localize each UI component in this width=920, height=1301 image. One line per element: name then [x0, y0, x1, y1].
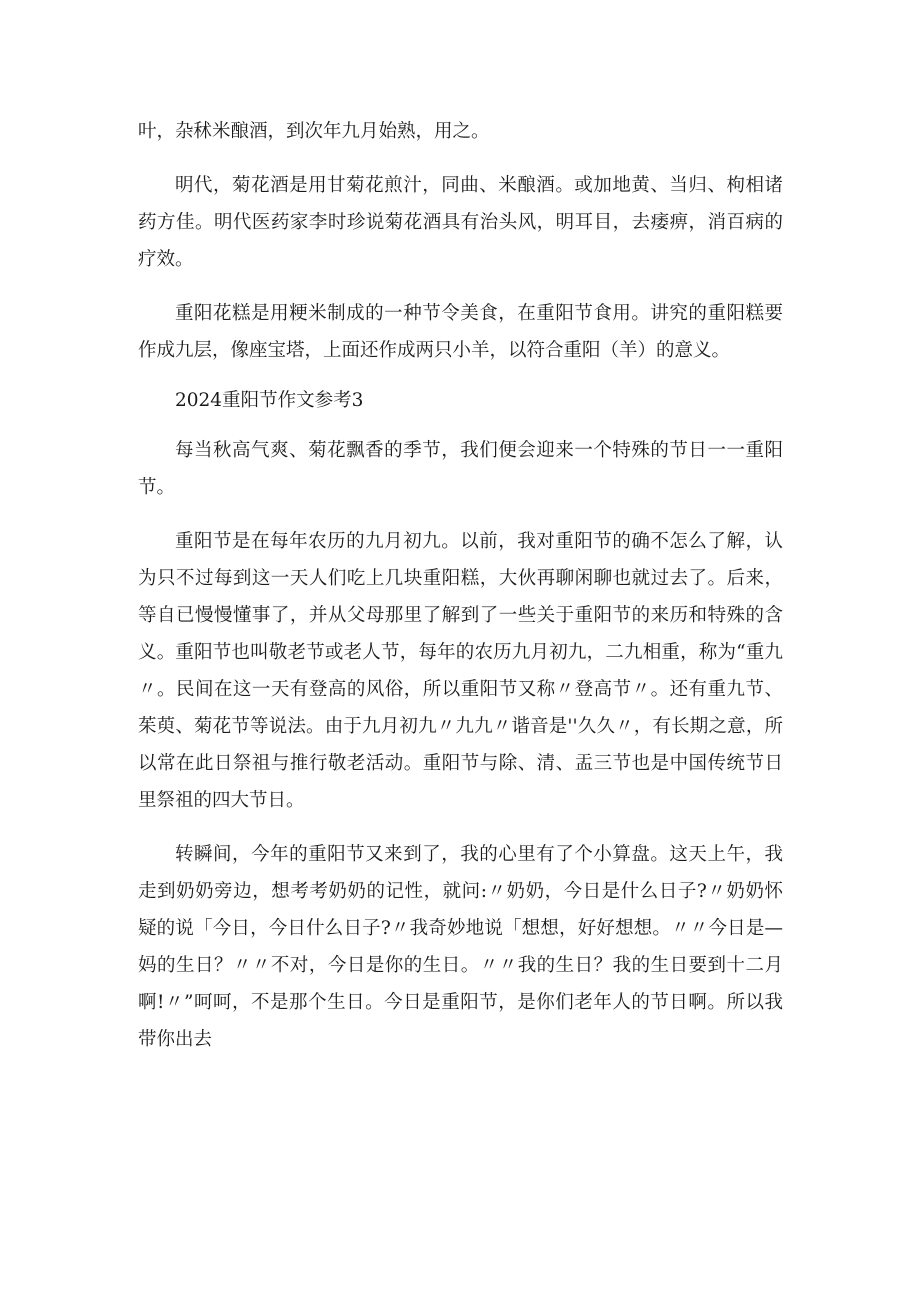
document-body [138, 113, 783, 1058]
paragraph-2: 明代，菊花酒是用甘菊花煎汁，同曲、米酿酒。或加地黄、当归、枸相诸药方佳。明代医药家李时珍说菊花酒具有治头风，明耳目，去痿痹，消百病的疗效。 [138, 175, 783, 270]
paragraph-6: 转瞬间，今年的重阳节又来到了，我的心里有了个小算盘。这天上午，我走到奶奶旁边，想考考奶奶的记性，就问:〃奶奶，今日是什么日子?〃奶奶怀疑的说「今日，今日什么日子?〃我奇妙地说「想想，好好想想。〃〃今日是—妈的生日？〃〃不对，今日是你的生日。〃〃我的生日？我的生日要到十二月啊!〃”呵呵，不是那个生日。今日是重阳节，是你们老年人的节日啊。所以我带你出去 [138, 844, 783, 1050]
paragraph-3: 重阳花糕是用粳米制成的一种节令美食，在重阳节食用。讲究的重阳糕要作成九层，像座宝塔，上面还作成两只小羊，以符合重阳（羊）的意义。 [138, 303, 783, 361]
section-heading: 2024重阳节作文参考3 [175, 390, 364, 411]
paragraph-5: 重阳节是在每年农历的九月初九。以前，我对重阳节的确不怎么了解，认为只不过每到这一天人们吃上几块重阳糕，大伙再聊闲聊也就过去了。后来，等自已慢慢懂事了，并从父母那里了解到了一些关于重阳节的来历和特殊的含义。重阳节也叫敬老节或老人节，每年的农历九月初九，二九相重，称为“重九〃。民间在这一天有登高的风俗，所以重阳节又称〃登高节〃。还有重九节、茱萸、菊花节等说法。由于九月初九〃九九〃谐音是''久久〃，有长期之意，所以常在此日祭祖与推行敬老活动。重阳节与除、清、盂三节也是中国传统节日里祭祖的四大节日。 [138, 531, 783, 811]
paragraph-1: 叶，杂秫米酿酒，到次年九月始熟，用之。 [138, 121, 490, 142]
paragraph-4: 每当秋高气爽、菊花飘香的季节，我们便会迎来一个特殊的节日一一重阳节。 [138, 440, 783, 498]
